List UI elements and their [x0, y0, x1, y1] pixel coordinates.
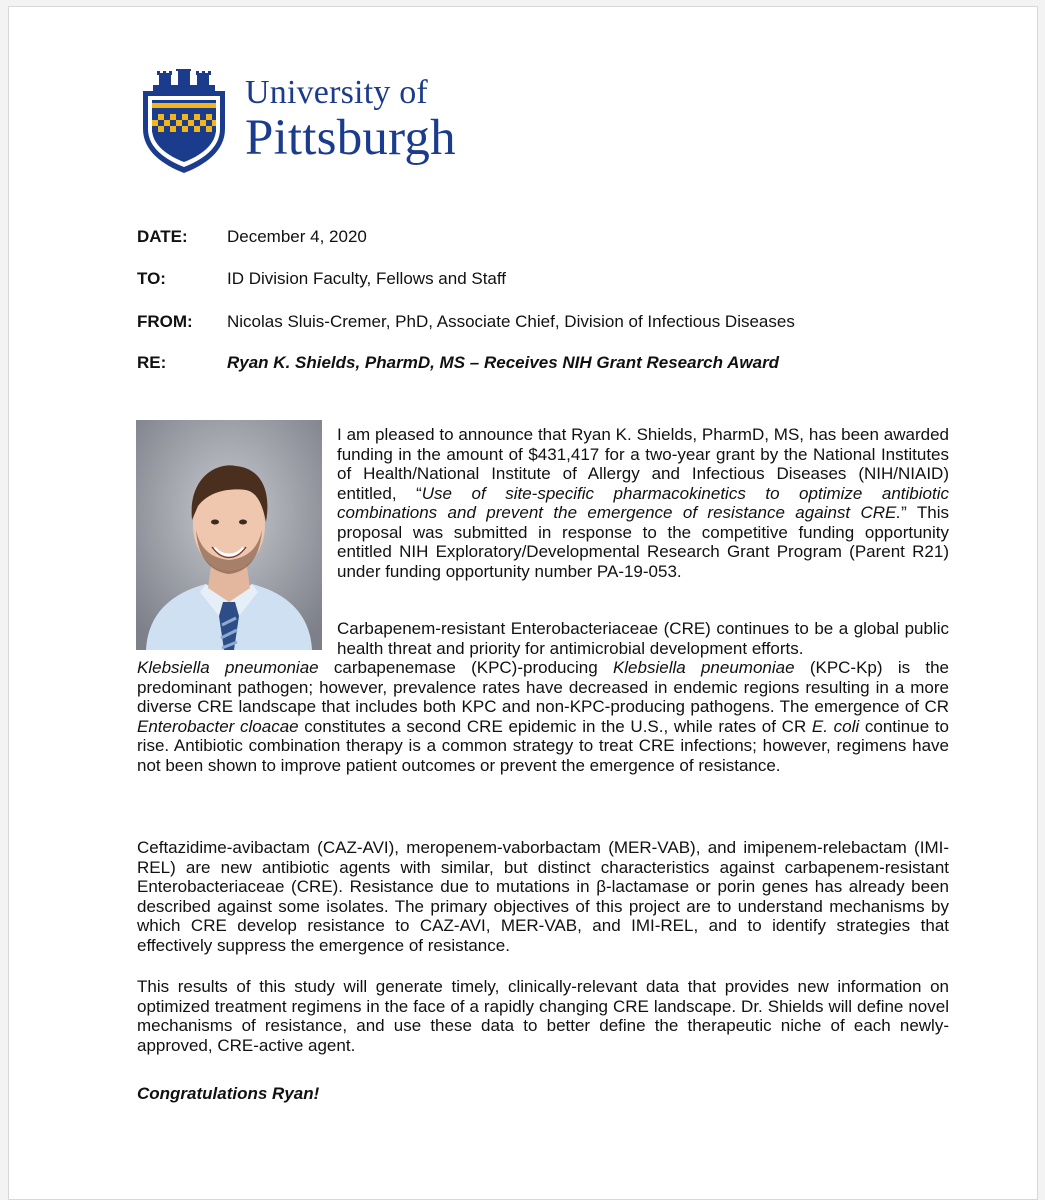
university-wordmark	[245, 75, 456, 165]
p1-grant-title: Use of site-specific pharmacokinetics to optimize antibiotic combinations and prevent the emergence of resistance against CRE.	[337, 483, 949, 522]
closing-line: Congratulations Ryan!	[137, 1084, 320, 1103]
wordmark-line-1: University of	[245, 74, 428, 111]
paragraph-cre-intro	[337, 619, 949, 658]
p2-text-e: continue to rise. Antibiotic combination therapy is a common strategy to treat CRE infections; however, regimens have not been shown to improve patient outcomes or prevent the emergence of resistance.	[137, 716, 950, 775]
p2-species-2: Klebsiella pneumoniae	[612, 658, 795, 677]
p2-text-c: (KPC-Kp) is the predominant pathogen; however, prevalence rates have decreased in endemic regions resulting in a more diverse CRE landscape that includes both KPC and non-KPC-producing pathogens. The emergence of CR	[137, 658, 949, 716]
shield-crest-icon	[139, 69, 229, 175]
paragraph-antibiotics	[137, 838, 949, 955]
date-value: December 4, 2020	[227, 227, 367, 246]
p2-text-d: constitutes a second CRE epidemic in the U.S., while rates of CR	[298, 716, 812, 736]
to-label: TO:	[137, 269, 166, 288]
p4-text: This results of this study will generate timely, clinically-relevant data that provides new information on optimized treatment regimens in the face of a rapidly changing CRE landscape. Dr. Shields will define novel mechanisms of resistance, and use these data to better define the therapeutic niche of each newly-approved, CRE-active agent.	[137, 977, 949, 1055]
university-logo	[139, 69, 499, 179]
p2-species-1: Klebsiella pneumoniae	[137, 658, 319, 677]
re-label: RE:	[137, 353, 167, 372]
p2-text-b: carbapenemase (KPC)-producing	[318, 658, 613, 677]
paragraph-announcement	[337, 425, 949, 581]
paragraph-cre-body	[137, 658, 949, 775]
p1-text-a: I am pleased to announce that Ryan K. Shields, PharmD, MS, has been awarded funding in the amount of $431,417 for a two-year grant by the National Institutes of Health/National Institute of Allergy and Infectious Diseases (NIH/NIAID) entitled, “	[337, 425, 949, 503]
paragraph-results	[137, 977, 949, 1055]
p2-text-a: Carbapenem-resistant Enterobacteriaceae (CRE) continues to be a global public health threat and priority for antimicrobial development efforts.	[337, 619, 949, 658]
wordmark-line-2: Pittsburgh	[245, 110, 456, 166]
re-value: Ryan K. Shields, PharmD, MS – Receives NIH Grant Research Award	[227, 353, 780, 372]
headshot-photo	[136, 420, 322, 650]
to-value: ID Division Faculty, Fellows and Staff	[227, 269, 507, 288]
p2-species-3: Enterobacter cloacae	[137, 716, 299, 736]
p1-text-b: ” This proposal was submitted in response to the competitive funding opportunity entitled NIH Exploratory/Developmental Research Grant Program (Parent R21) under funding opportunity number PA-19-053.	[337, 503, 949, 581]
p3-text: Ceftazidime-avibactam (CAZ-AVI), meropenem-vaborbactam (MER-VAB), and imipenem-relebactam (IMI-REL) are new antibiotic agents with similar, but distinct characteristics against carbapenem-resistant Enterobacteriaceae (CRE). Resistance due to mutations in β-lactamase or porin genes has already been described against some isolates. The primary objectives of this project are to understand mechanisms by which CRE develop resistance to CAZ-AVI, MER-VAB, and IMI-REL, and to identify strategies that effectively suppress the emergence of resistance.	[137, 838, 949, 955]
from-value: Nicolas Sluis-Cremer, PhD, Associate Chief, Division of Infectious Diseases	[227, 312, 795, 331]
p2-species-4: E. coli	[811, 716, 860, 736]
date-label: DATE:	[137, 227, 188, 246]
from-label: FROM:	[137, 312, 193, 331]
memo-page	[8, 6, 1038, 1200]
